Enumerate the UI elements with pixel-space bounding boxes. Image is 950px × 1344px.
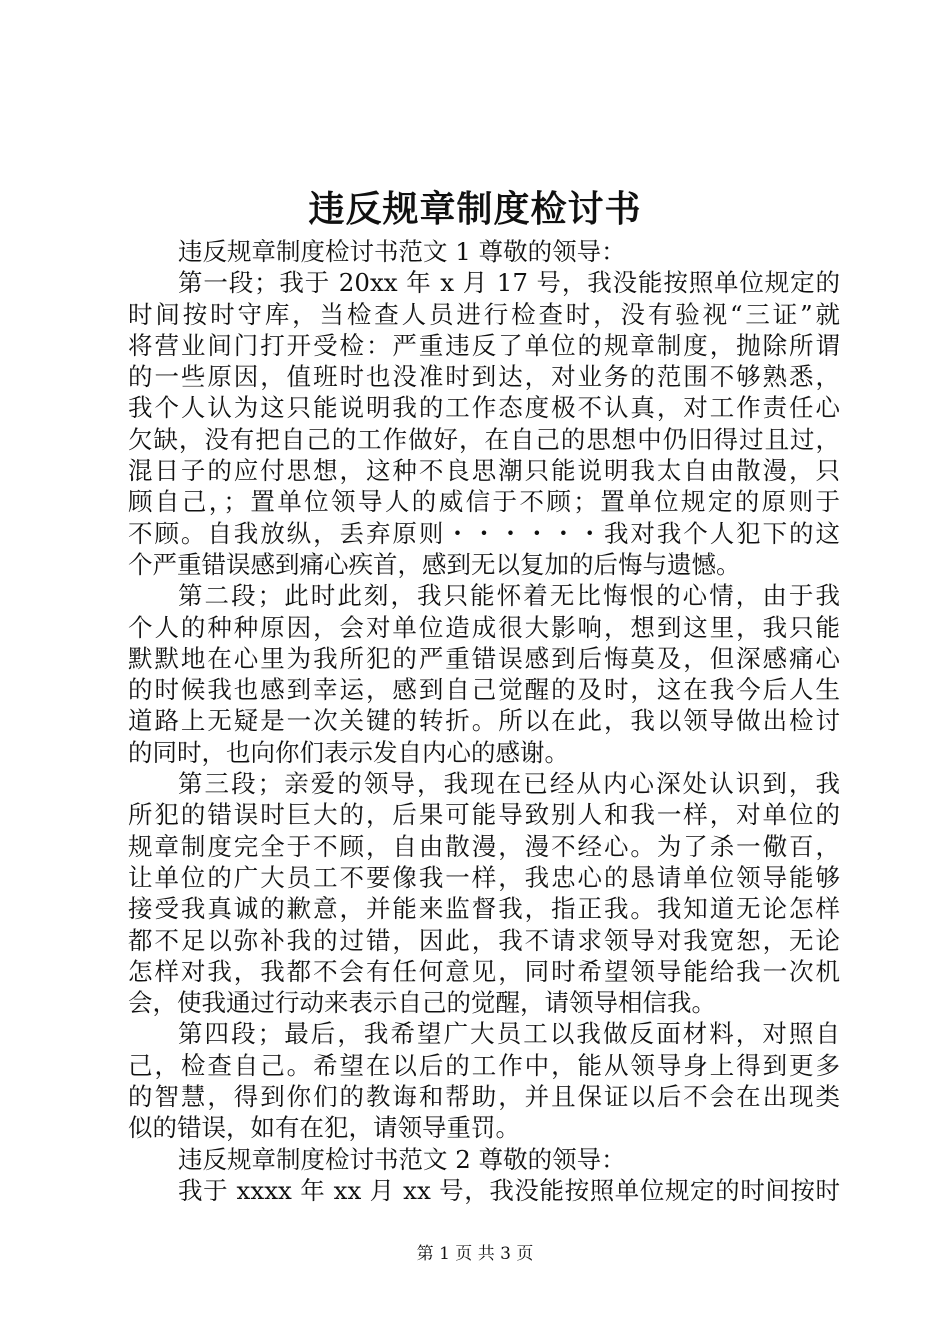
body-line: 第一段；我于 20xx 年 x 月 17 号，我没能按照单位规定的 xyxy=(178,268,840,298)
page-footer: 第 1 页 共 3 页 xyxy=(416,1244,534,1264)
body-line: 混日子的应付思想，这种不良思潮只能说明我太自由散漫，只 xyxy=(128,456,840,486)
body-line: 个人的种种原因，会对单位造成很大影响，想到这里，我只能 xyxy=(128,612,840,642)
body-line: 个严重错误感到痛心疾首，感到无以复加的后悔与遗憾。 xyxy=(128,549,741,579)
body-line: 将营业间门打开受检：严重违反了单位的规章制度，抛除所谓 xyxy=(128,330,840,360)
body-line: 的智慧，得到你们的教诲和帮助，并且保证以后不会在出现类 xyxy=(128,1082,840,1112)
body-line: 违反规章制度检讨书范文 1 尊敬的领导： xyxy=(178,237,626,266)
body-line: 我于 xxxx 年 xx 月 xx 号，我没能按照单位规定的时间按时 xyxy=(178,1175,840,1205)
document-title: 违反规章制度检讨书 xyxy=(308,188,642,230)
body-line: 违反规章制度检讨书范文 2 尊敬的领导： xyxy=(178,1144,626,1174)
document-body xyxy=(128,236,840,1206)
body-line: 时间按时守库，当检查人员进行检查时，没有验视“三证”就 xyxy=(128,299,840,329)
body-line: 让单位的广大员工不要像我一样，我忠心的恳请单位领导能够 xyxy=(128,862,840,892)
body-line: 都不足以弥补我的过错，因此，我不请求领导对我宽恕，无论 xyxy=(128,925,840,955)
body-line: 第三段；亲爱的领导，我现在已经从内心深处认识到，我 xyxy=(178,769,840,799)
body-line: 己，检查自己。希望在以后的工作中，能从领导身上得到更多 xyxy=(128,1050,840,1080)
body-line: 的一些原因，值班时也没准时到达，对业务的范围不够熟悉， xyxy=(128,362,840,392)
body-line: 接受我真诚的歉意，并能来监督我，指正我。我知道无论怎样 xyxy=(128,894,840,924)
body-line: 似的错误，如有在犯，请领导重罚。 xyxy=(128,1113,520,1143)
body-line: 所犯的错误时巨大的，后果可能导致别人和我一样，对单位的 xyxy=(128,800,840,830)
body-line: 道路上无疑是一次关键的转折。所以在此，我以领导做出检讨 xyxy=(128,706,840,736)
body-line: 第二段；此时此刻，我只能怀着无比悔恨的心情，由于我 xyxy=(178,581,840,611)
body-line: 的时候我也感到幸运，感到自己觉醒的及时，这在我今后人生 xyxy=(128,675,840,705)
body-line: 第四段；最后，我希望广大员工以我做反面材料，对照自 xyxy=(178,1019,840,1049)
body-line: 规章制度完全于不顾，自由散漫，漫不经心。为了杀一儆百， xyxy=(128,831,840,861)
body-line: 的同时，也向你们表示发自内心的感谢。 xyxy=(128,737,569,767)
body-line: 欠缺，没有把自己的工作做好，在自己的思想中仍旧得过且过， xyxy=(128,424,840,454)
body-line: 会，使我通过行动来表示自己的觉醒，请领导相信我。 xyxy=(128,988,716,1018)
body-line: 怎样对我，我都不会有任何意见，同时希望领导能给我一次机 xyxy=(128,956,840,986)
body-line: 默默地在心里为我所犯的严重错误感到后悔莫及，但深感痛心 xyxy=(128,643,840,673)
body-line: 我个人认为这只能说明我的工作态度极不认真，对工作责任心 xyxy=(128,393,840,423)
body-line: 不顾。自我放纵，丢弃原则・・・・・・我对我个人犯下的这 xyxy=(128,518,840,548)
body-line: 顾自己，；置单位领导人的威信于不顾；置单位规定的原则于 xyxy=(128,487,840,517)
